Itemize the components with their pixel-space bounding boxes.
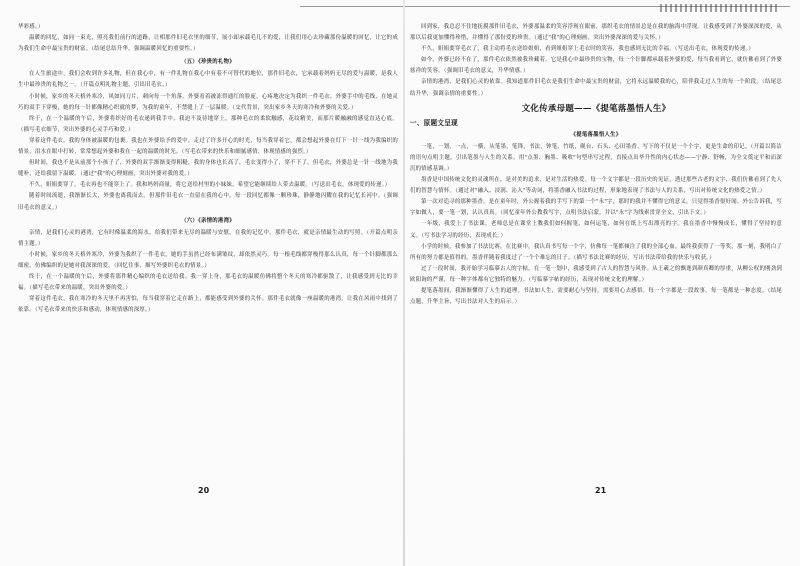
- paragraph: 但时间，我也不是从前那个小孩子了，外婆的双手渐渐变得粗糙，我的身体也长高了，毛衣变得小了，穿不下了。但毛衣，外婆总是一针一线地为我缝补，还给我留下温暖。（通过"我"的心理刻画，突出外婆对我的爱。）: [18, 160, 398, 178]
- page-gutter: [403, 0, 405, 566]
- paragraph: 一笔，一划，一点，一横，从笔墨，笔锋，书法，钟笔，竹纸，砚台、石头、心田墨香、写下的不仅是一个个字，更是生命的印记。（开篇以简洁的语句点明主题，引出笔墨与人生的关系。用"点墨、胸墨、吸收"句型串写过程，直接点出毕升性的内心状态——宁静、舒畅，为全文奠定平和而深沉的情感基调。）: [410, 143, 782, 172]
- section-heading: （五）《珍贵的礼物》: [181, 59, 235, 66]
- paragraph: 小学的时候，我参加了书法比赛。在比赛中，我认真书写每一个字，仿佛每一笔都倾注了我的全部心血。最终我获得了一等奖，那一刻，我明白了所有的努力都是值得的。墨香伴随着我度过了一个个难忘的日子。（描写书法比赛的经历，写出书法带给我的快乐与收获。）: [410, 243, 782, 261]
- subsection-heading: 一、原题文呈现: [410, 118, 458, 127]
- paragraph: 亲情，是我们心灵的港湾，它有时像温柔的海水，给我们带来无尽的温暖与安慰。在我的记忆中，那件毛衣，就是亲情最生动的写照。（开篇点明亲情主题。）: [18, 229, 398, 247]
- scan-artifact: [660, 4, 780, 12]
- paragraph: 温暖的回忆，如同一束光，照亮我们前行的道路，让相那件旧毛衣里的细节，展小却承载毛几不的爱，让我们用心去珍藏那份温暖的回忆，让它的成为我们生命中最宝贵的财富。（结尾总结升华，强调温暖回忆的重要性。）: [18, 35, 398, 53]
- paragraph: 穿着这件毛衣，我的身体被温暖的包裹。我也在外婆给予的爱中，走过了许多开心的时光，每当我穿着它，都会想起外婆在灯下一针一线为我编织的情景，泪水在眼中打转，常常想起外婆和我在一起的温暖的时光。（写毛衣带来的快乐和细腻感情，体现情感的强烈。）: [18, 137, 398, 156]
- paragraph: 不久，姐姐要穿毛衣了，我主动将毛衣送给姐姐，看到姐姐穿上毛衣时的笑容，我也感到无比的幸福。（写送出毛衣，体现爱的传递。）: [421, 46, 755, 53]
- paragraph: 随着时间流逝，我渐渐长大，外婆也离我而去。但那件旧毛衣一直留在我的心中，每一段回忆都像一颗珍珠，静静地闪耀在我的记忆长河中。（强调旧毛衣的意义。）: [18, 193, 398, 211]
- page-number-left: 20: [198, 486, 210, 495]
- left-page: [18, 22, 398, 542]
- paragraph: 提笔落墨间，我渐渐懂得了人生的道理。书法如人生，需要耐心与坚持，需要用心去感悟。每一个字都是一段故事，每一笔都是一种态度。（结尾点题，升华主旨，写出书法对人生的启示。）: [410, 287, 782, 306]
- essay-title: 《提笔落墨悟人生》: [570, 131, 622, 138]
- paragraph: 墨香是中国传统文化的灵魂所在，是对美的追求，是对生活的热爱。每一个文字都是一段历史的见证，透过那些古老的文字，我们仿佛看到了先人们的智慧与情怀。（通过对"融入、浸润、沁入"等动词，将墨香融入书法的过程，形象地表现了书法与人的关系，写出对传统文化的热爱之情。）: [410, 177, 782, 195]
- paragraph: 如今，外婆已经不在了，那件毛衣依然被我珍藏着。它是我心中最珍贵的宝物，每一个针脚都承载着外婆的爱，每当我看到它，就仿佛看到了外婆慈祥的笑容。（强调旧毛衣的意义，升华情感。）: [410, 57, 782, 75]
- page-number-right: 21: [595, 486, 607, 495]
- chapter-title: 文化传承母题——《提笔落墨悟人生》: [521, 103, 671, 114]
- paragraph: 过了一段时间，我开始学习临摹古人的字帖，在一笔一划中，我感受到了古人的智慧与风骨。从王羲之的飘逸到颜真卿的厚重，从柳公权的刚劲到欧阳询的严谨，每一种字体都有它独特的魅力。（写临摹字帖的经历，表现对传统文化的理解。）: [410, 265, 782, 283]
- paragraph: 小时候，家乡的冬天格外寒冷，风如同刀片，刺向每一个角落。外婆看着被冻得通红的脸庞，心疼地决定为我织一件毛衣。外婆手中的毛线，在她灵巧的双手下穿梭，她的每一针都像精心织就的梦，为我的童年，不禁缝上了一层温暖。（交代背景，突出家乡冬天的寒冷和外婆的关爱。）: [18, 93, 398, 111]
- paragraph: 终于，在一个温暖的午后，外婆将织好的毛衣递到我手中。我迫不及待地穿上，那种毛衣的柔软触感，花纹精美，而那片暖融融的感觉直达心底。（描写毛衣细节，突出外婆的心灵手巧和爱。）: [18, 115, 398, 133]
- paragraph: 一年级，我爱上了书法课。老师总是在课堂上教我们如何握笔，如何运笔，如何在纸上写出漂亮的字。我在墨香中慢慢成长，懂得了坚持的意义。（写书法学习的经历，表现成长。）: [410, 221, 782, 239]
- section-heading: （六）《亲情的港湾》: [181, 217, 235, 224]
- paragraph: 亲情的港湾，是我们心灵的依靠。我知道那件旧毛衣是我们生命中最宝贵的财富，它将永远温暖我的心，陪伴我走过人生的每一个阶段。（结尾总结升华，强调亲情的重要性。）: [410, 79, 782, 97]
- paragraph: 穿着这件毛衣，我在寒冷的冬天里不再害怕，每当我穿着它走在路上，都能感受到外婆的关怀。那件毛衣就像一座温暖的港湾，让我在风雨中找到了依靠。（写毛衣带来的快乐和感动，体现情感的深厚。）: [18, 296, 398, 314]
- right-page: [410, 22, 782, 542]
- paragraph: 不久，姐姐要穿了，毛衣再也不能穿上了。我和妈妈商量，将它送给村里的小妹妹，希望它能继续给人带去温暖。（写送出毛衣，体现爱的传递。）: [29, 182, 391, 189]
- paragraph: 在人生旅途中，我们会收到许多礼物，但在我心中，有一件礼物在我心中有着不可替代的地位，那件旧毛衣，它承载着妈妈无尽的爱与温暖，是我人生中最珍贵的礼物之一。（开篇点明礼物主题，引出旧毛衣。）: [18, 71, 398, 89]
- paragraph: 小时候，家乡的冬天格外寒冷，外婆为我织了一件毛衣。她的手虽然已经布满皱纹，却依然灵巧。每一根毛线都穿梭得那么认真，每一个针脚都那么细密，仿佛编织的是她对我深深的爱。（回忆往事，描写外婆织毛衣的情景。）: [18, 251, 398, 269]
- paragraph: 回到家，我总忍不住地抚摸那件旧毛衣，外婆那温柔的笑容浮现在眼前，那织毛衣的情景总是在我的脑海中浮现。让我感受到了外婆深深的爱，从那以后我更加懂得珍惜，并懂得了那份爱的珍贵。（通过"我"的心理刻画，突出外婆深深的爱与关怀。）: [410, 24, 782, 42]
- paragraph: 第一次对追寻的那种墨香，是在童年时，外公握着我的手写下的第一个"永"字，那时的我并不懂得它的意义，只觉得墨香很好闻。外公告诉我，写字如做人，要一笔一划，认认真真。（回忆童年外公教我写字，点明书法启蒙，并以"永"字为线索贯穿全文，引出下文。）: [410, 199, 782, 217]
- paragraph: 华彩感。）: [18, 24, 44, 30]
- paragraph: 终于，在一个温暖的午后，外婆将那件精心编织的毛衣送给我。我一穿上身，那毛衣的温暖仿佛将整个冬天的寒冷都驱散了，让我感受到无比的幸福。（描写毛衣带来的温暖，突出外婆的爱。）: [18, 274, 398, 292]
